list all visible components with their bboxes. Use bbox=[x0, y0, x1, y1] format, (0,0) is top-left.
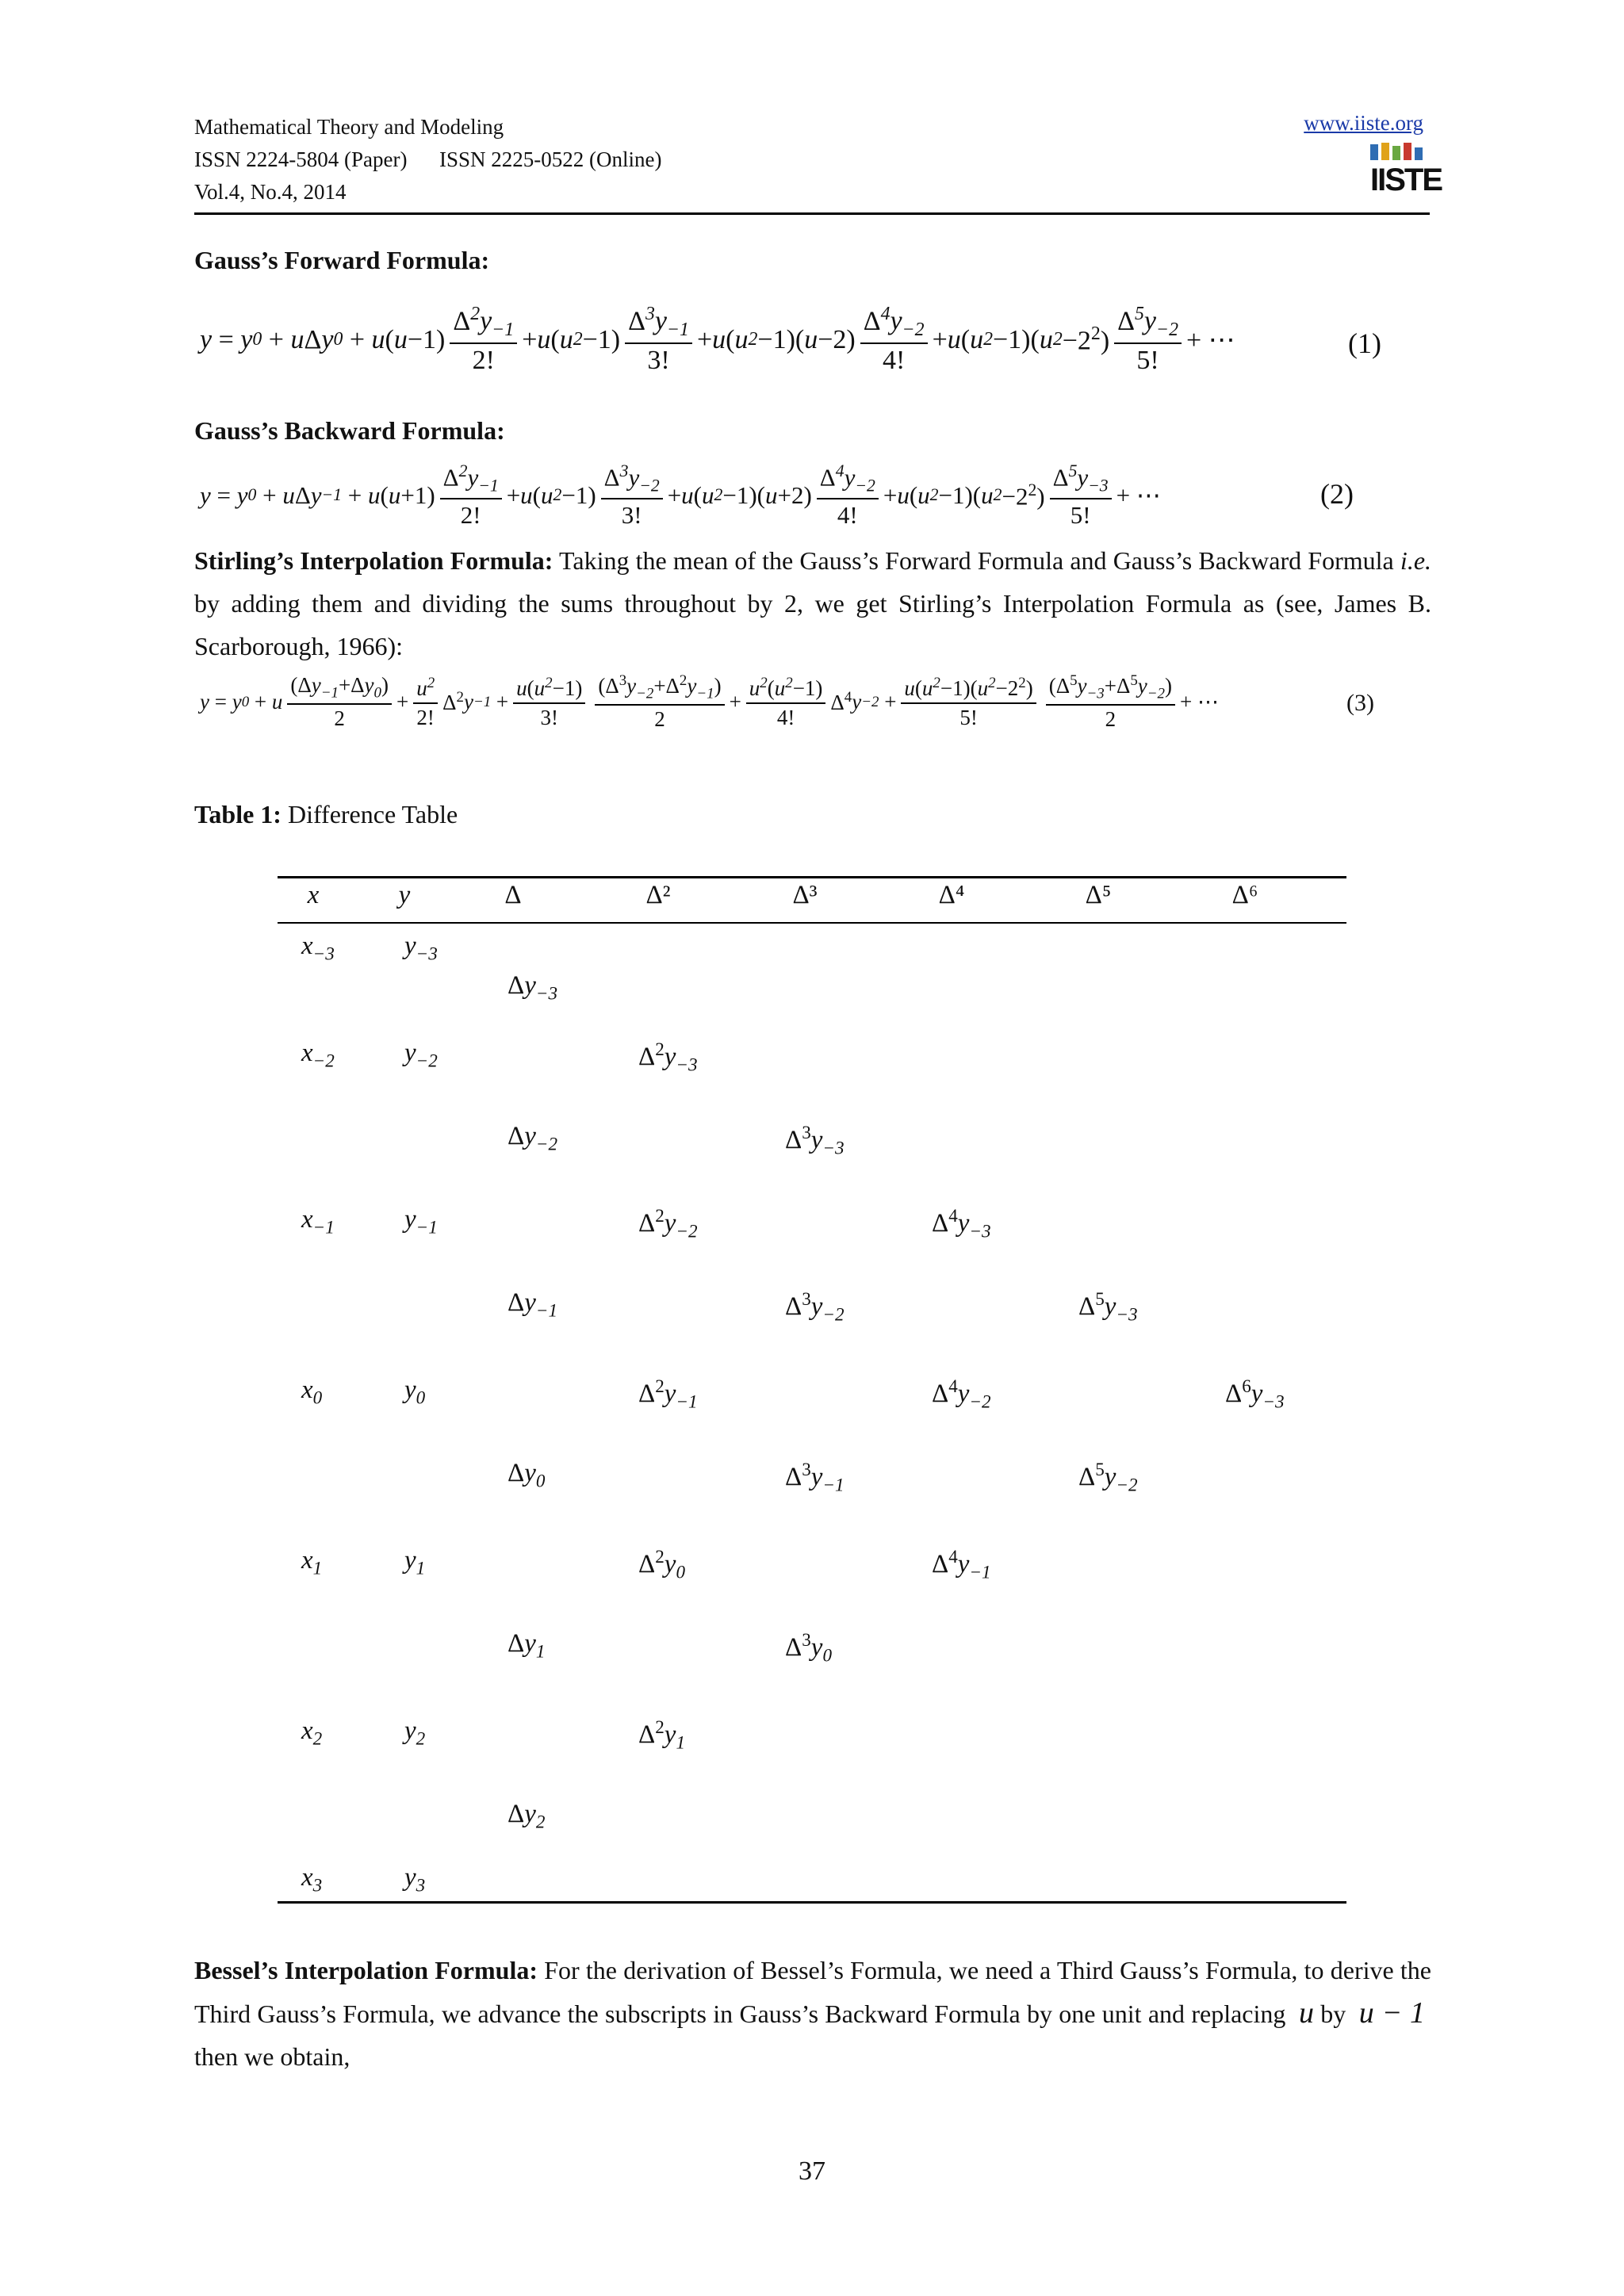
table-caption-text: Difference Table bbox=[281, 800, 458, 828]
logo-text: IISTE bbox=[1370, 163, 1442, 197]
table-cell: $\Delta^3y_0$ bbox=[785, 1629, 832, 1666]
table-cell: $\Delta^2y_{-2}$ bbox=[638, 1205, 698, 1242]
table-cell: $\Delta y_{-2}$ bbox=[508, 1122, 558, 1154]
table-cell: $y_{-3}$ bbox=[404, 932, 438, 964]
table-cell: $\Delta^3y_{-2}$ bbox=[785, 1288, 845, 1325]
table-cell: $\Delta^3y_{-3}$ bbox=[785, 1122, 845, 1158]
page-number: 37 bbox=[799, 2156, 825, 2186]
table-cell: $\Delta^6y_{-3}$ bbox=[1225, 1376, 1285, 1412]
table-cell: $y_1$ bbox=[404, 1546, 426, 1578]
header-rule bbox=[194, 212, 1430, 215]
table-header-delta3: Δ³ bbox=[792, 881, 818, 909]
issn-line: ISSN 2224-5804 (Paper) ISSN 2225-0522 (Online) bbox=[194, 147, 662, 171]
backward-formula-heading: Gauss’s Backward Formula: bbox=[194, 416, 505, 445]
table-cell: $\Delta y_{-1}$ bbox=[508, 1288, 558, 1321]
table-cell: $x_0$ bbox=[301, 1376, 323, 1408]
table-cell: $x_{-2}$ bbox=[301, 1039, 335, 1071]
table-header-delta6: Δ⁶ bbox=[1231, 881, 1258, 909]
table-cell: $x_2$ bbox=[301, 1716, 323, 1749]
table-cell: $\Delta^2y_1$ bbox=[638, 1716, 685, 1753]
equation-2: y = y 0 + u Δ y −1 + u ( u +1) $\frac{\Delta^2y_{-1}}{2!}$ + u ( u 2 −1) $\frac{\Delta^3y_{-2}}{3!}$ + u ( u 2 −1)( u +2) $\frac{\Delta^4y_{-2}}{4!}$ + u ( u 2 −1)( u 2 $-2^2$) $\frac{\Delta^5y_{-3}}{5!}$ + ⋯ bbox=[200, 461, 1161, 529]
stirling-ie: i.e. bbox=[1400, 546, 1432, 575]
table-cell: $\Delta^2y_{-1}$ bbox=[638, 1376, 698, 1412]
logo-bars-icon bbox=[1370, 143, 1426, 160]
table-cell: $\Delta y_2$ bbox=[508, 1800, 546, 1832]
table-cell: $y_2$ bbox=[404, 1716, 426, 1749]
table-cell: $x_{-3}$ bbox=[301, 932, 335, 964]
stirling-heading: Stirling’s Interpolation Formula: bbox=[194, 546, 553, 575]
journal-name: Mathematical Theory and Modeling bbox=[194, 115, 504, 139]
table-cell: $\Delta^4y_{-3}$ bbox=[932, 1205, 991, 1242]
table-cell: $\Delta^4y_{-2}$ bbox=[932, 1376, 991, 1412]
table-cell: $\Delta^2y_{-3}$ bbox=[638, 1039, 698, 1075]
equation-1: y = y 0 + u Δ y 0 + u ( u −1) $\frac{\Delta^2y_{-1}}{2!}$ + u ( u 2 −1) $\frac{\Delta^3y_{-1}}{3!}$ + u ( u 2 −1)( u −2) $\frac{\Delta^4y_{-2}}{4!}$ + u ( u 2 −1)( u 2 $-2^2$) $\frac{\Delta^5y_{-2}}{5!}$ + ⋯ bbox=[200, 304, 1235, 376]
bessel-by: by bbox=[1320, 1999, 1346, 2028]
equation-3-number: (3) bbox=[1346, 690, 1374, 716]
table-cell: $x_1$ bbox=[301, 1546, 323, 1578]
equation-2-number: (2) bbox=[1320, 478, 1354, 510]
table-header-delta5: Δ⁵ bbox=[1085, 881, 1112, 909]
table-cell: $\Delta^5y_{-2}$ bbox=[1078, 1459, 1138, 1495]
table-caption-label: Table 1: bbox=[194, 800, 282, 828]
table-header-delta1: Δ bbox=[504, 881, 522, 909]
table-cell: $\Delta^3y_{-1}$ bbox=[785, 1459, 845, 1495]
table-cell: $\Delta y_{-3}$ bbox=[508, 971, 558, 1004]
journal-url-link[interactable]: www.iiste.org bbox=[1304, 111, 1423, 135]
bessel-paragraph bbox=[194, 1949, 1431, 2078]
bessel-heading: Bessel’s Interpolation Formula: bbox=[194, 1956, 538, 1984]
stirling-text-1: Taking the mean of the Gauss’s Forward Formula and Gauss’s Backward Formula bbox=[553, 546, 1394, 575]
table-cell: $x_{-1}$ bbox=[301, 1205, 335, 1238]
table-cell: $\Delta y_1$ bbox=[508, 1629, 546, 1662]
table-cell: $y_3$ bbox=[404, 1863, 426, 1896]
bessel-u: u bbox=[1298, 1996, 1314, 2030]
bessel-text-2: then we obtain, bbox=[194, 2042, 350, 2071]
table-cell: $\Delta y_0$ bbox=[508, 1459, 546, 1491]
table-header-y: y bbox=[398, 881, 411, 909]
iiste-logo bbox=[1370, 143, 1442, 205]
forward-formula-heading: Gauss’s Forward Formula: bbox=[194, 246, 490, 274]
table-cell: $y_{-2}$ bbox=[404, 1039, 438, 1071]
table-caption bbox=[194, 793, 1431, 836]
table-bottom-rule bbox=[278, 1901, 1346, 1904]
table-top-rule bbox=[278, 876, 1346, 878]
stirling-paragraph bbox=[194, 539, 1431, 668]
table-cell: $x_3$ bbox=[301, 1863, 323, 1896]
table-cell: $y_0$ bbox=[404, 1376, 426, 1408]
volume-line: Vol.4, No.4, 2014 bbox=[194, 180, 347, 204]
table-header-x: x bbox=[307, 881, 320, 909]
equation-3: y = y 0 + u $\frac{(\Delta y_{-1}+\Delta y_0)}{2}$ + $\frac{u^2}{2!}$ $\Delta^2$ y −1 + $\frac{u(u^2-1)}{3!}$ $\frac{(\Delta^3y_{-2}+\Delta^2y_{-1})}{2}$ + $\frac{u^2(u^2-1)}{4!}$ $\Delta^4$ y −2 + $\frac{u(u^2-1)(u^2-2^2)}{5!}$ $\frac{(\Delta^5y_{-3}+\Delta^5y_{-2})}{2}$ + ⋯ bbox=[200, 672, 1219, 732]
table-header-rule bbox=[278, 922, 1346, 924]
stirling-text-2: by adding them and dividing the sums throughout by 2, we get Stirling’s Interpolation Formula as (see, James B. Scarborough, 1966): bbox=[194, 589, 1431, 660]
equation-1-number: (1) bbox=[1348, 327, 1381, 359]
table-header-delta2: Δ² bbox=[645, 881, 671, 909]
bessel-text-1: For the derivation of Bessel’s Formula, we need a Third Gauss’s Formula, to derive the Third Gauss’s Formula, we advance the subscripts in Gauss’s Backward Formula by one unit and replacing bbox=[194, 1956, 1432, 2028]
table-cell: $y_{-1}$ bbox=[404, 1205, 438, 1238]
bessel-u-minus-1: u − 1 bbox=[1358, 1996, 1425, 2030]
table-cell: $\Delta^5y_{-3}$ bbox=[1078, 1288, 1138, 1325]
table-header-delta4: Δ⁴ bbox=[938, 881, 965, 909]
table-cell: $\Delta^4y_{-1}$ bbox=[932, 1546, 991, 1582]
table-cell: $\Delta^2y_0$ bbox=[638, 1546, 685, 1582]
